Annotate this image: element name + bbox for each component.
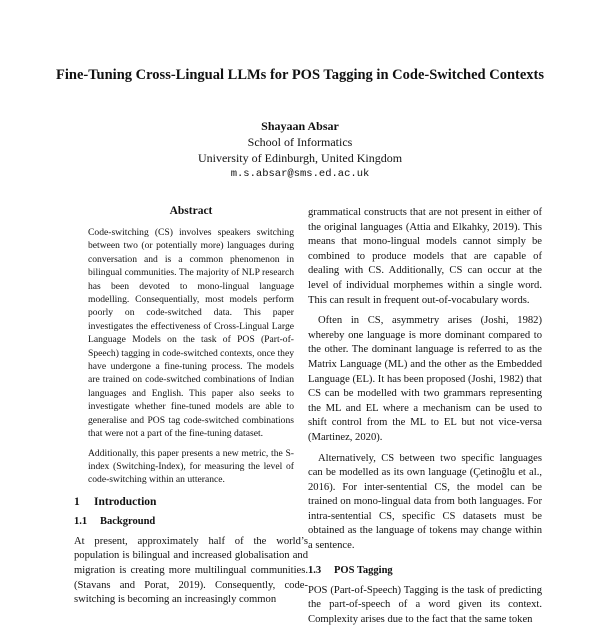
- author-email: m.s.absar@sms.ed.ac.uk: [230, 168, 370, 180]
- left-column: [74, 204, 308, 614]
- affiliation-university: University of Edinburgh, United Kingdom: [197, 151, 403, 165]
- subsection-number: 1.3: [308, 564, 322, 576]
- author-name: Shayaan Absar: [261, 119, 339, 133]
- right-paragraph-1: grammatical constructs that are not present in either of the original languages (Attia and Elkahky, 2019). This means that mono-lingual models cannot simply be combined to produce models that are capable of dealing with CS. Additionally, CS can occur at the level of individual morphemes within a single word. This can result in frequent out-of-vocabulary words.: [308, 207, 542, 306]
- subsection-title: POS Tagging: [334, 564, 393, 576]
- section-heading-introduction: [74, 495, 308, 509]
- subsection-title: Background: [100, 515, 156, 527]
- pos-tagging-paragraph: POS (Part-of-Speech) Tagging is the task of predicting the part-of-speech of a word given its context. Complexity arises due to the fact that the same token: [308, 584, 542, 625]
- abstract-paragraph-2: Additionally, this paper presents a new metric, the S-index (Switching-Index), for measuring the level of code-switching within an utterance.: [88, 447, 294, 486]
- section-number: 1: [74, 495, 80, 508]
- right-paragraph-2: Often in CS, asymmetry arises (Joshi, 1982) whereby one language is more dominant compared to the other. The dominant language is referred to as the Matrix Language (ML) and the other as the Embedded Language (EL). It has been proposed (Joshi, 1982) that CS can be modelled with two grammars representing the ML and EL where a mechanism can be used to shift control from the ML to EL but not vice-versa (Martinez, 2020).: [308, 315, 542, 443]
- section-title: Introduction: [94, 495, 157, 508]
- subsection-heading-background: [74, 515, 308, 529]
- subsection-number: 1.1: [74, 515, 88, 527]
- right-column: [308, 206, 542, 633]
- abstract-heading: Abstract: [169, 205, 213, 217]
- affiliation-school: School of Informatics: [247, 135, 353, 149]
- subsection-heading-pos-tagging: [308, 564, 542, 578]
- right-paragraph-3: Alternatively, CS between two specific languages can be modelled as its own language (Çetinoğlu et al., 2016). For inter-sentential CS, the model can be trained on mono-lingual data from both languages. For intra-sentential CS, specific CS datasets must be obtained as the language of tokens may change within a sentence.: [308, 452, 542, 552]
- abstract-paragraph-1: Code-switching (CS) involves speakers switching between two (or potentially more) languages during conversation and is a common phenomenon in bilingual communities. The majority of NLP research has been devoted to mono-lingual language modelling. Consequentially, most models perform poorly on code-switched data. This paper investigates the effectiveness of Cross-Lingual Large Language Models on the task of POS (Part-of-Speech) tagging in code-switched contexts, once they have undergone a fine-tuning process. The models are trained on code-switched combinations of Indian languages and English. This paper also seeks to investigate whether fine-tuned models are able to generalise and POS tag code-switched combinations that were not a part of the fine-tuning dataset.: [88, 227, 294, 440]
- background-paragraph: At present, approximately half of the world’s population is bilingual and increased globalisation and migration is creating more multilingual communities. (Stavans and Porat, 2019). Consequently, code-switching is becoming an increasingly common: [74, 535, 308, 606]
- paper-title: Fine-Tuning Cross-Lingual LLMs for POS Tagging in Code-Switched Contexts: [56, 67, 544, 83]
- author-block: [100, 118, 500, 182]
